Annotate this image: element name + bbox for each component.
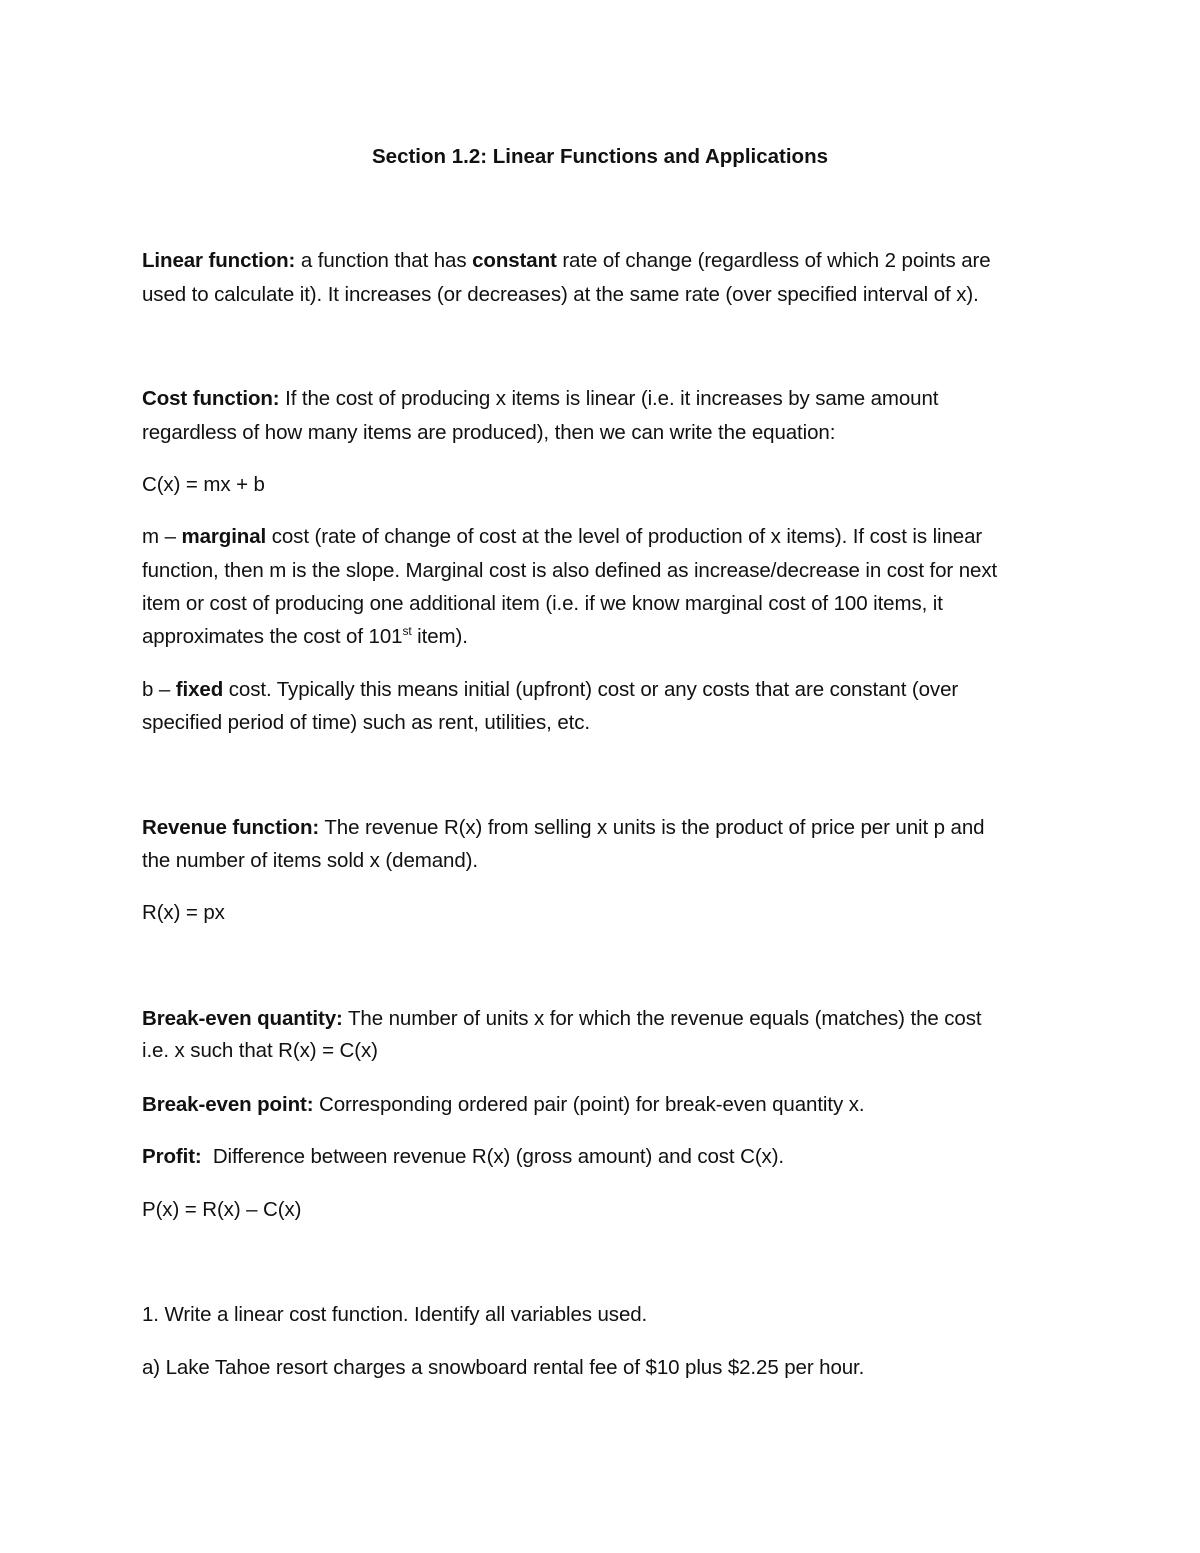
linear-definition-line-1 xyxy=(142,247,1072,275)
profit-equation: P(x) = R(x) – C(x) xyxy=(142,1198,302,1221)
breakeven-point-term: Break-even point: xyxy=(142,1093,314,1116)
breakeven-quantity-text: The number of units x for which the revenue equals (matches) the cost xyxy=(342,1007,982,1030)
marginal-line-2: function, then m is the slope. Marginal cost is also defined as increase/decrease in cost for next xyxy=(142,559,998,582)
revenue-line-2: the number of items sold x (demand). xyxy=(142,849,478,872)
linear-function-term: Linear function: xyxy=(142,249,296,272)
revenue-line-1 xyxy=(142,814,1072,842)
marginal-line-4-text: approximates the cost of 101 xyxy=(142,625,403,648)
marginal-line-1 xyxy=(142,523,1072,551)
marginal-line-4 xyxy=(142,623,1072,651)
linear-text: a function that has xyxy=(295,249,473,272)
marginal-line-4-end: item). xyxy=(411,625,468,648)
linear-definition-line-2: used to calculate it). It increases (or decreases) at the same rate (over specified interval of x). xyxy=(142,283,979,306)
revenue-equation: R(x) = px xyxy=(142,901,225,924)
revenue-text: The revenue R(x) from selling x units is the product of price per unit p and xyxy=(319,816,985,839)
linear-text-cont: rate of change (regardless of which 2 points are xyxy=(556,249,991,272)
ordinal-superscript: st xyxy=(402,624,412,639)
fixed-text: cost. Typically this means initial (upfront) cost or any costs that are constant (over xyxy=(223,678,959,701)
constant-term: constant xyxy=(472,249,557,272)
cost-definition-line-1 xyxy=(142,385,1072,413)
cost-text: If the cost of producing x items is linear (i.e. it increases by same amount xyxy=(279,387,939,410)
exercise-question: 1. Write a linear cost function. Identify all variables used. xyxy=(142,1303,648,1326)
marginal-text: cost (rate of change of cost at the level of production of x items). If cost is linear xyxy=(266,525,983,548)
marginal-prefix: m – xyxy=(142,525,182,548)
fixed-line-2: specified period of time) such as rent, utilities, etc. xyxy=(142,711,590,734)
fixed-prefix: b – xyxy=(142,678,176,701)
revenue-function-term: Revenue function: xyxy=(142,816,320,839)
exercise-part-a: a) Lake Tahoe resort charges a snowboard rental fee of $10 plus $2.25 per hour. xyxy=(142,1356,865,1379)
breakeven-quantity-term: Break-even quantity: xyxy=(142,1007,343,1030)
breakeven-point-line xyxy=(142,1091,1072,1119)
breakeven-point-text: Corresponding ordered pair (point) for break-even quantity x. xyxy=(313,1093,865,1116)
cost-equation: C(x) = mx + b xyxy=(142,473,265,496)
fixed-term: fixed xyxy=(175,678,224,701)
marginal-line-3: item or cost of producing one additional item (i.e. if we know marginal cost of 100 items, it xyxy=(142,592,943,615)
profit-term: Profit: xyxy=(142,1145,202,1168)
profit-text: Difference between revenue R(x) (gross amount) and cost C(x). xyxy=(201,1145,785,1168)
page-title: Section 1.2: Linear Functions and Applications xyxy=(372,145,828,168)
cost-definition-line-2: regardless of how many items are produced), then we can write the equation: xyxy=(142,421,836,444)
breakeven-quantity-line-1 xyxy=(142,1005,1072,1033)
breakeven-quantity-line-2: i.e. x such that R(x) = C(x) xyxy=(142,1039,378,1062)
profit-line xyxy=(142,1143,1072,1171)
marginal-term: marginal xyxy=(181,525,267,548)
fixed-line-1 xyxy=(142,676,1072,704)
cost-function-term: Cost function: xyxy=(142,387,280,410)
